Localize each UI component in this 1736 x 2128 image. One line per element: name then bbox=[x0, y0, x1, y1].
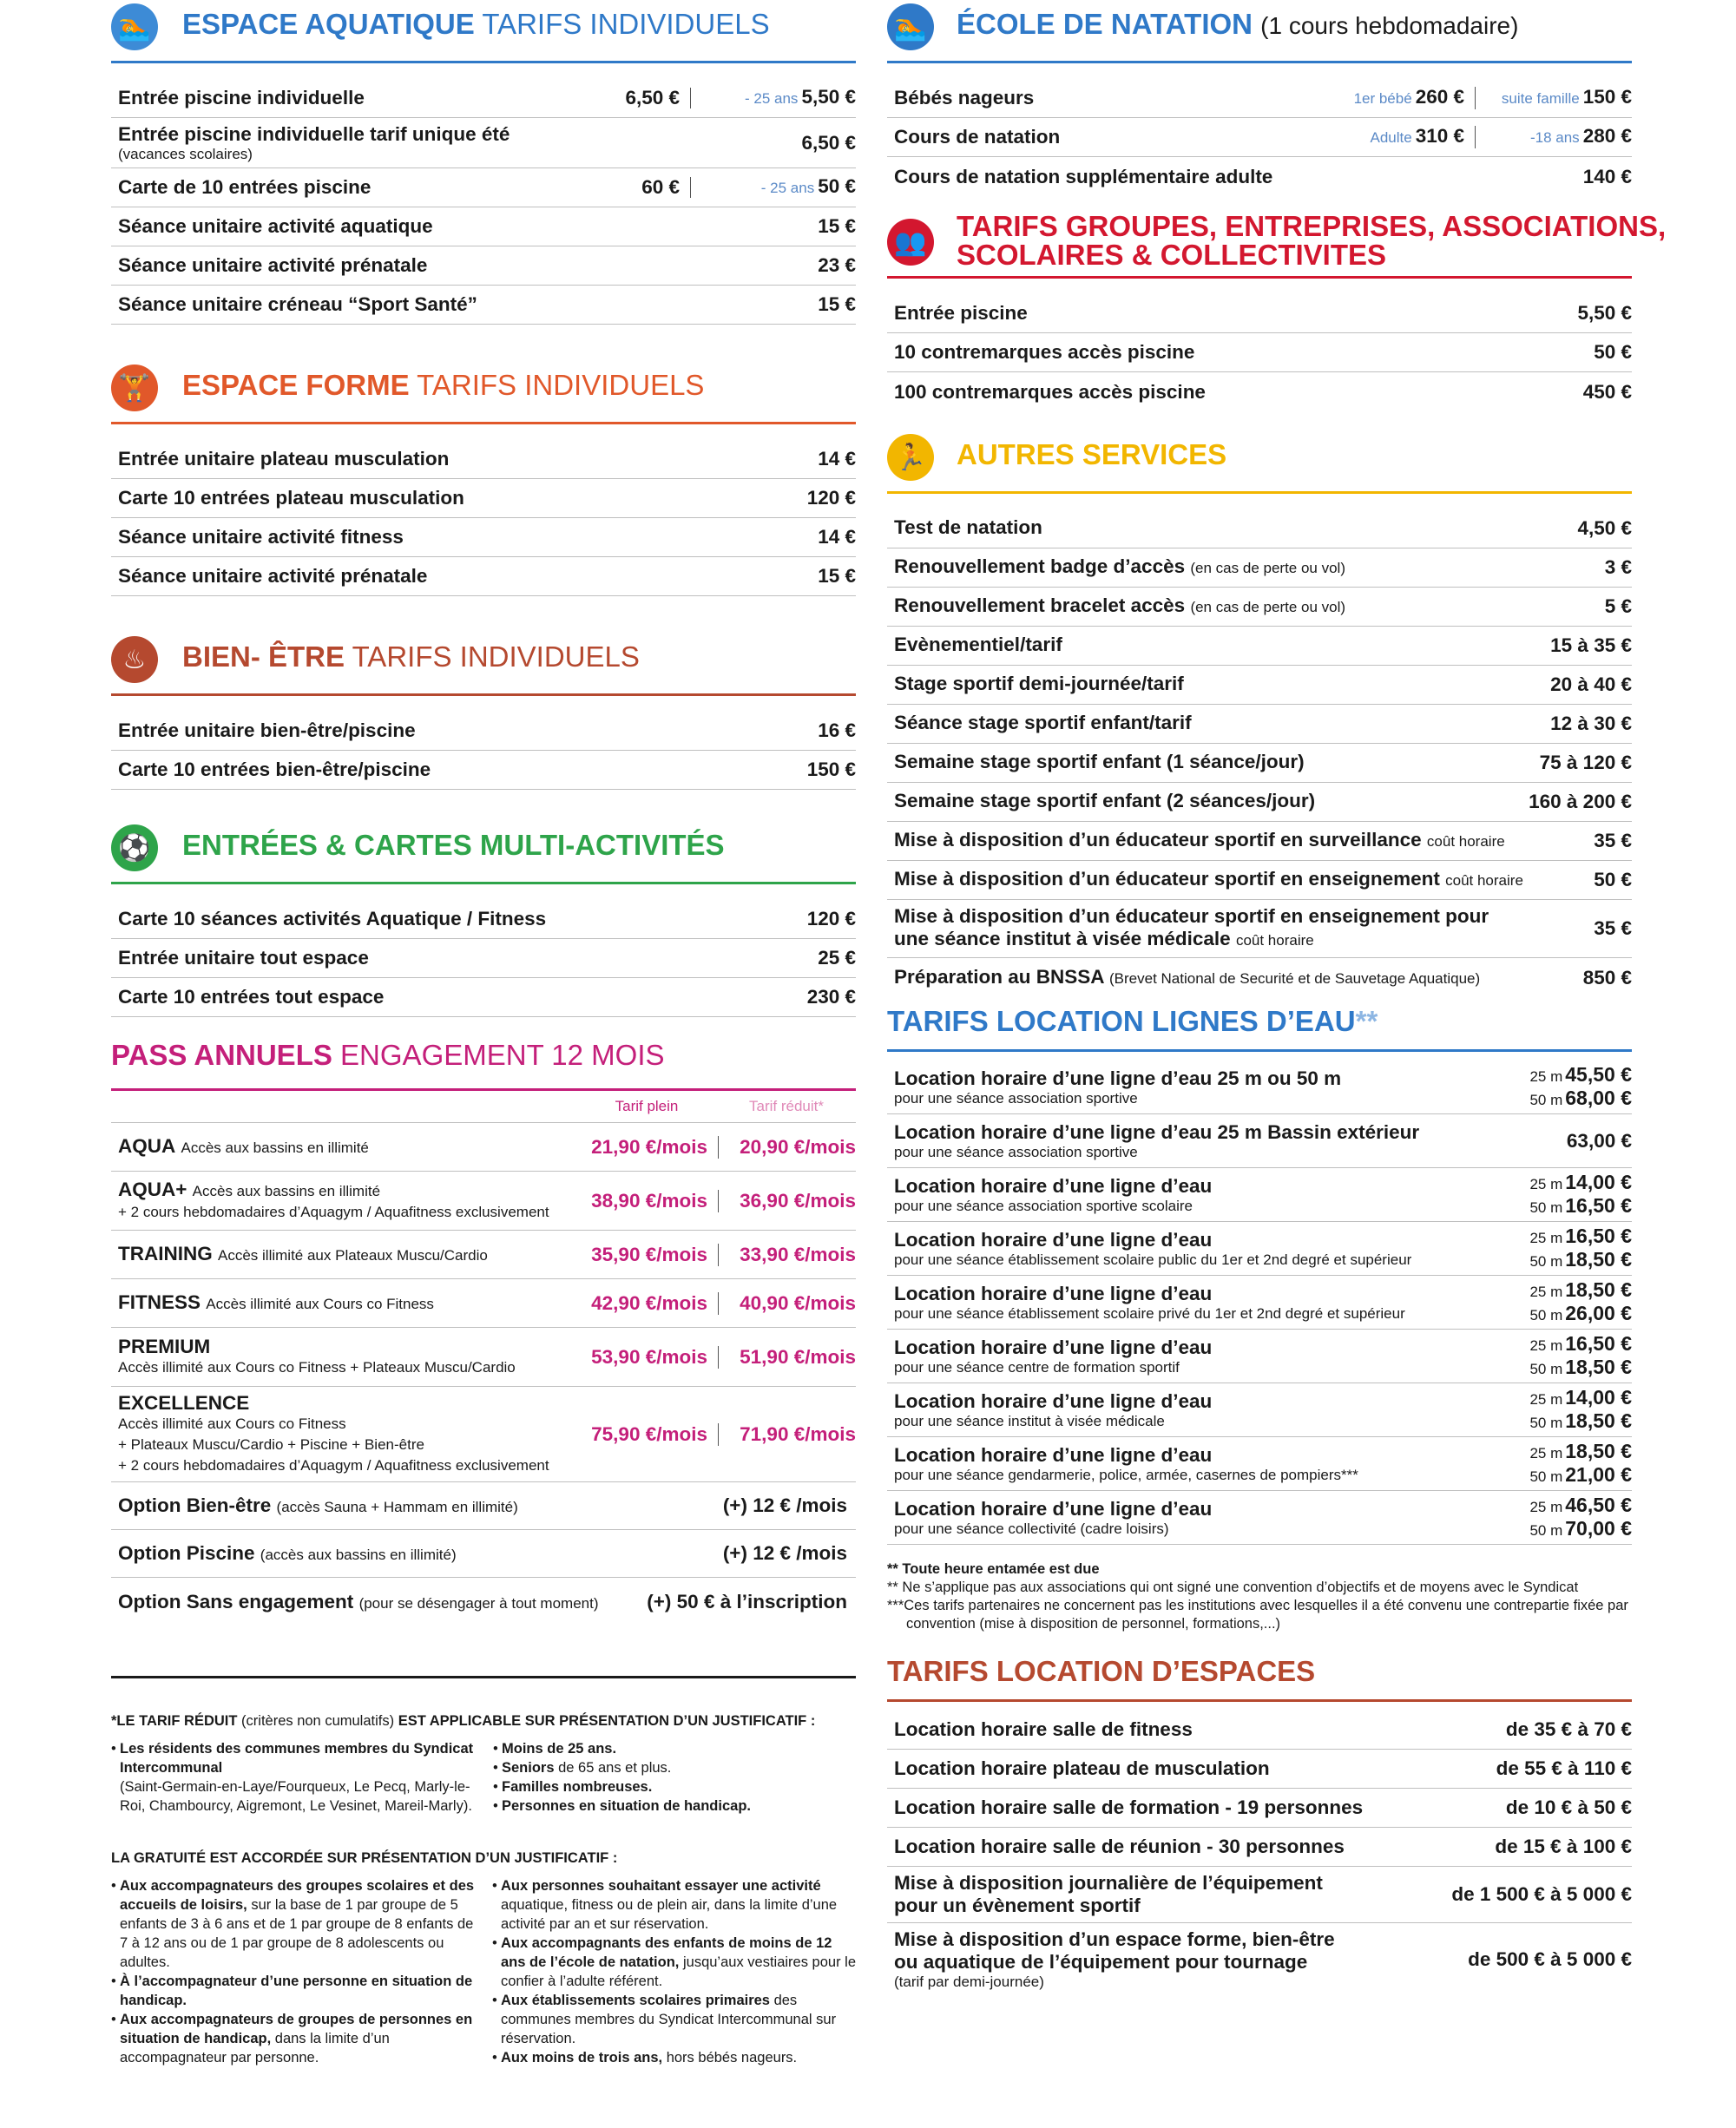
option-row: Option Bien-être (accès Sauna + Hammam en illimité) (+) 12 € /mois bbox=[111, 1482, 856, 1530]
price-pair: 25 m 18,50 € 50 m 26,00 € bbox=[1529, 1277, 1632, 1324]
section-rule bbox=[887, 1049, 1632, 1052]
price-row: 10 contremarques accès piscine 50 € bbox=[887, 333, 1632, 372]
note-item: • À l’accompagnateur d’une personne en situation de handicap. bbox=[111, 1972, 478, 2010]
price-row: Semaine stage sportif enfant (2 séances/jour) 160 à 200 € bbox=[887, 783, 1632, 822]
price-row: Entrée piscine 5,50 € bbox=[887, 294, 1632, 333]
note-item: • Aux personnes souhaitant essayer une activité aquatique, fitness ou de plein air, dans la limite d’une activité par an et sur réservation. bbox=[492, 1876, 856, 1934]
section-header bbox=[887, 430, 1632, 491]
note-item: • Personnes en situation de handicap. bbox=[493, 1796, 840, 1816]
ligne-eau-row: Location horaire d’une ligne d’eau pour une séance institut à visée médicale 25 m 14,00 € 50 m 18,50 € bbox=[887, 1383, 1632, 1437]
ligne-eau-row: Location horaire d’une ligne d’eau 25 m Bassin extérieur pour une séance association sportive 63,00 € bbox=[887, 1114, 1632, 1168]
section-rule bbox=[111, 61, 856, 63]
section-title: ENTRÉES & CARTES MULTI-ACTIVITÉS bbox=[182, 829, 725, 861]
price-row: Renouvellement bracelet accès (en cas de perte ou vol) 5 € bbox=[887, 588, 1632, 627]
ligne-eau-row: Location horaire d’une ligne d’eau pour une séance établissement scolaire public du 1er et 2nd degré et supérieur 25 m 16,50 € 50 m 18,50 € bbox=[887, 1222, 1632, 1276]
price-row: Entrée unitaire tout espace 25 € bbox=[111, 939, 856, 978]
price-row: Stage sportif demi-journée/tarif 20 à 40 € bbox=[887, 666, 1632, 705]
price-row: Mise à disposition journalière de l’équipement pour un évènement sportif de 1 500 € à 5 000 € bbox=[887, 1867, 1632, 1923]
section-rule bbox=[887, 61, 1632, 63]
fitness-icon: 🏋 bbox=[111, 365, 158, 411]
section-header bbox=[111, 821, 856, 882]
price-pair: 25 m 46,50 € 50 m 70,00 € bbox=[1529, 1493, 1632, 1540]
group-icon: 👥 bbox=[887, 219, 934, 266]
note-item: • Aux accompagnateurs des groupes scolaires et des accueils de loisirs, sur la base de 1 par groupe de 5 enfants de 3 à 6 ans et de 1 par groupe de 8 enfants de 7 à 12 ans ou de 1 par groupe de 8 adolescents ou adultes. bbox=[111, 1876, 478, 1972]
right-column bbox=[887, 0, 1667, 1995]
price-row: Carte de 10 entrées piscine 60 € - 25 ans 50 € bbox=[111, 168, 856, 207]
pass-row: FITNESS Accès illimité aux Cours co Fitness 42,90 €/mois 40,90 €/mois bbox=[111, 1279, 856, 1328]
price-row: Renouvellement badge d’accès (en cas de perte ou vol) 3 € bbox=[887, 548, 1632, 588]
ligne-eau-row: Location horaire d’une ligne d’eau pour une séance gendarmerie, police, armée, casernes de pompiers*** 25 m 18,50 € 50 m 21,00 € bbox=[887, 1437, 1632, 1491]
pass-column-headers: Tarif plein Tarif réduit* bbox=[111, 1091, 856, 1123]
gratuite-notes bbox=[111, 1849, 856, 2067]
price-row: Carte 10 entrées bien-être/piscine 150 € bbox=[111, 751, 856, 790]
note-item: • Moins de 25 ans. bbox=[493, 1739, 840, 1758]
price-row: Carte 10 séances activités Aquatique / Fitness 120 € bbox=[111, 900, 856, 939]
price-row: Mise à disposition d’un éducateur sportif en enseignement coût horaire 50 € bbox=[887, 861, 1632, 900]
pass-row: TRAINING Accès illimité aux Plateaux Muscu/Cardio 35,90 €/mois 33,90 €/mois bbox=[111, 1231, 856, 1279]
price-row: Séance unitaire activité prénatale 15 € bbox=[111, 557, 856, 596]
section-bien-etre bbox=[111, 633, 856, 790]
section-multi-activites bbox=[111, 821, 856, 1017]
section-header bbox=[111, 361, 856, 422]
price-row: Séance stage sportif enfant/tarif 12 à 30 € bbox=[887, 705, 1632, 744]
note-item: • Familles nombreuses. bbox=[493, 1777, 840, 1796]
price-row: Cours de natation supplémentaire adulte 140 € bbox=[894, 165, 1632, 187]
pass-row: EXCELLENCE Accès illimité aux Cours co Fitness + Plateaux Muscu/Cardio + Piscine + Bien-être + 2 cours hebdomadaires d’Aquagym / Aquafitness exclusivement 75,90 €/mois 71,90 €/mois bbox=[111, 1387, 856, 1482]
note-item: • Les résidents des communes membres du Syndicat Intercommunal (Saint-Germain-en-Laye/Fourqueux, Le Pecq, Marly-le-Roi, Chambourcy, Aigremont, Le Vesinet, Mareil-Marly). bbox=[111, 1739, 493, 1816]
footnote: ***Ces tarifs partenaires ne concernent pas les institutions avec lesquelles il a été convenu une contrepartie fixée par convention (mise à disposition de personnel, formations,...) bbox=[887, 1598, 1628, 1632]
notes-heading: LA GRATUITÉ EST ACCORDÉE SUR PRÉSENTATION D’UN JUSTIFICATIF : bbox=[111, 1850, 618, 1866]
price-row: Entrée unitaire plateau musculation 14 € bbox=[111, 440, 856, 479]
notes-heading: *LE TARIF RÉDUIT (critères non cumulatifs) EST APPLICABLE SUR PRÉSENTATION D’UN JUSTIFICATIF : bbox=[111, 1713, 816, 1729]
price-row: Séance unitaire activité prénatale 23 € bbox=[111, 246, 856, 286]
wellness-icon: ♨ bbox=[111, 636, 158, 683]
runner-icon: 🏃 bbox=[887, 434, 934, 481]
section-rule bbox=[111, 422, 856, 424]
section-tarifs-groupes bbox=[887, 210, 1667, 411]
section-lignes-eau bbox=[887, 1004, 1632, 1633]
section-title: TARIFS LOCATION D’ESPACES bbox=[887, 1655, 1316, 1687]
section-location-espaces bbox=[887, 1654, 1632, 1995]
footnote: ** Toute heure entamée est due bbox=[887, 1561, 1100, 1577]
footnote: ** Ne s’applique pas aux associations qui ont signé une convention d’objectifs et de moyens avec le Syndicat bbox=[887, 1580, 1579, 1595]
pass-row: PREMIUM Accès illimité aux Cours co Fitness + Plateaux Muscu/Cardio 53,90 €/mois 51,90 €/mois bbox=[111, 1328, 856, 1387]
note-item: • Aux accompagnateurs de groupes de personnes en situation de handicap, dans la limite d’un accompagnateur par personne. bbox=[111, 2010, 478, 2067]
price-row: Séance unitaire activité fitness 14 € bbox=[111, 518, 856, 557]
section-title: TARIFS LOCATION LIGNES D’EAU** bbox=[887, 1005, 1378, 1037]
price-row: Semaine stage sportif enfant (1 séance/jour) 75 à 120 € bbox=[887, 744, 1632, 783]
swimmer-icon: 🏊 bbox=[111, 3, 158, 50]
ligne-eau-row: Location horaire d’une ligne d’eau pour une séance collectivité (cadre loisirs) 25 m 46,50 € 50 m 70,00 € bbox=[887, 1491, 1632, 1545]
section-rule bbox=[887, 491, 1632, 494]
tarif-reduit-notes bbox=[111, 1711, 856, 1816]
pass-row: AQUA Accès aux bassins en illimité 21,90 €/mois 20,90 €/mois bbox=[111, 1123, 856, 1172]
section-header bbox=[887, 0, 1632, 61]
price-row: Cours de natation Adulte 310 € -18 ans 280 € bbox=[887, 118, 1632, 157]
price-row: Entrée unitaire bien-être/piscine 16 € bbox=[111, 712, 856, 751]
section-rule bbox=[887, 1699, 1632, 1702]
price-row: Carte 10 entrées tout espace 230 € bbox=[111, 978, 856, 1017]
divider bbox=[111, 1676, 856, 1678]
section-title: TARIFS GROUPES, ENTREPRISES, ASSOCIATIONS, SCOLAIRES & COLLECTIVITES bbox=[957, 210, 1667, 271]
price-row: Mise à disposition d’un espace forme, bien-être ou aquatique de l’équipement pour tournage (tarif par demi-journée) de 500 € à 5 000 € bbox=[894, 1928, 1632, 1990]
section-rule bbox=[887, 276, 1632, 279]
section-header bbox=[887, 210, 1667, 276]
option-row: Option Piscine (accès aux bassins en illimité) (+) 12 € /mois bbox=[111, 1530, 856, 1578]
price: 63,00 € bbox=[1566, 1129, 1632, 1152]
price-row: Location horaire salle de fitness de 35 € à 70 € bbox=[887, 1711, 1632, 1750]
price-row: Bébés nageurs 1er bébé 260 € suite famille 150 € bbox=[887, 79, 1632, 118]
swimmer-icon: 🏊 bbox=[887, 3, 934, 50]
section-title: ESPACE AQUATIQUE TARIFS INDIVIDUELS bbox=[182, 8, 770, 40]
price-row: Entrée piscine individuelle tarif unique été (vacances scolaires) 6,50 € bbox=[111, 118, 856, 168]
section-title: ESPACE FORME TARIFS INDIVIDUELS bbox=[182, 369, 705, 401]
price-row: Test de natation 4,50 € bbox=[887, 509, 1632, 548]
note-item: • Aux établissements scolaires primaires des communes membres du Syndicat Intercommunal sur réservation. bbox=[492, 1991, 856, 2048]
price-row: 100 contremarques accès piscine 450 € bbox=[894, 380, 1632, 403]
price-row: Mise à disposition d’un éducateur sportif en enseignement pour une séance institut à visée médicale coût horaire 35 € bbox=[887, 900, 1632, 958]
price-row: Séance unitaire activité aquatique 15 € bbox=[111, 207, 856, 246]
section-title: PASS ANNUELS ENGAGEMENT 12 MOIS bbox=[111, 1039, 665, 1071]
ligne-eau-row: Location horaire d’une ligne d’eau pour une séance association sportive scolaire 25 m 14,00 € 50 m 16,50 € bbox=[887, 1168, 1632, 1222]
multi-activity-icon: ⚽ bbox=[111, 824, 158, 871]
note-item: • Aux accompagnants des enfants de moins de 12 ans de l’école de natation, jusqu’aux vestiaires pour le confier à l’adulte référent. bbox=[492, 1934, 856, 1991]
note-item: • Seniors de 65 ans et plus. bbox=[493, 1758, 840, 1777]
option-row: Option Sans engagement (pour se désengager à tout moment) (+) 50 € à l’inscription bbox=[118, 1590, 847, 1612]
section-ecole-natation bbox=[887, 0, 1632, 196]
price-row: Mise à disposition d’un éducateur sportif en surveillance coût horaire 35 € bbox=[887, 822, 1632, 861]
price-row: Location horaire plateau de musculation de 55 € à 110 € bbox=[887, 1750, 1632, 1789]
section-title: ÉCOLE DE NATATION (1 cours hebdomadaire) bbox=[957, 8, 1519, 40]
section-title: BIEN- ÊTRE TARIFS INDIVIDUELS bbox=[182, 640, 640, 673]
section-header bbox=[111, 633, 856, 693]
price-row: Entrée piscine individuelle 6,50 € - 25 ans 5,50 € bbox=[111, 79, 856, 118]
price-pair: 25 m 18,50 € 50 m 21,00 € bbox=[1529, 1439, 1632, 1486]
section-rule bbox=[111, 693, 856, 696]
note-item: • Aux moins de trois ans, hors bébés nageurs. bbox=[492, 2048, 856, 2067]
ligne-eau-row: Location horaire d’une ligne d’eau pour une séance centre de formation sportif 25 m 16,50 € 50 m 18,50 € bbox=[887, 1330, 1632, 1383]
price-row: Location horaire salle de formation - 19 personnes de 10 € à 50 € bbox=[887, 1789, 1632, 1828]
price-pair: 25 m 45,50 € 50 m 68,00 € bbox=[1529, 1062, 1632, 1109]
section-title: AUTRES SERVICES bbox=[957, 438, 1227, 470]
footnotes bbox=[887, 1560, 1632, 1633]
price-row: Carte 10 entrées plateau musculation 120 € bbox=[111, 479, 856, 518]
ligne-eau-row: Location horaire d’une ligne d’eau 25 m ou 50 m pour une séance association sportive 25 m 45,50 € 50 m 68,00 € bbox=[887, 1061, 1632, 1114]
section-espace-aquatique bbox=[111, 0, 856, 325]
section-rule bbox=[111, 882, 856, 884]
price-pair: 25 m 16,50 € 50 m 18,50 € bbox=[1529, 1224, 1632, 1271]
price-row: Location horaire salle de réunion - 30 personnes de 15 € à 100 € bbox=[887, 1828, 1632, 1867]
price-pair: 25 m 14,00 € 50 m 18,50 € bbox=[1529, 1385, 1632, 1432]
section-espace-forme bbox=[111, 361, 856, 596]
section-autres-services bbox=[887, 430, 1632, 997]
ligne-eau-row: Location horaire d’une ligne d’eau pour une séance établissement scolaire privé du 1er et 2nd degré et supérieur 25 m 18,50 € 50 m 26,00 € bbox=[887, 1276, 1632, 1330]
price-row: Séance unitaire créneau “Sport Santé” 15 € bbox=[111, 286, 856, 325]
section-pass-annuels bbox=[111, 1033, 856, 1626]
price-pair: 25 m 16,50 € 50 m 18,50 € bbox=[1529, 1331, 1632, 1378]
pass-row: AQUA+ Accès aux bassins en illimité + 2 cours hebdomadaires d’Aquagym / Aquafitness exclusivement 38,90 €/mois 36,90 €/mois bbox=[111, 1172, 856, 1231]
price-row: Préparation au BNSSA (Brevet National de Securité et de Sauvetage Aquatique) 850 € bbox=[894, 965, 1632, 988]
price-pair: 25 m 14,00 € 50 m 16,50 € bbox=[1529, 1170, 1632, 1217]
section-header bbox=[111, 0, 856, 61]
left-column bbox=[111, 0, 856, 2067]
price-row: Evènementiel/tarif 15 à 35 € bbox=[887, 627, 1632, 666]
